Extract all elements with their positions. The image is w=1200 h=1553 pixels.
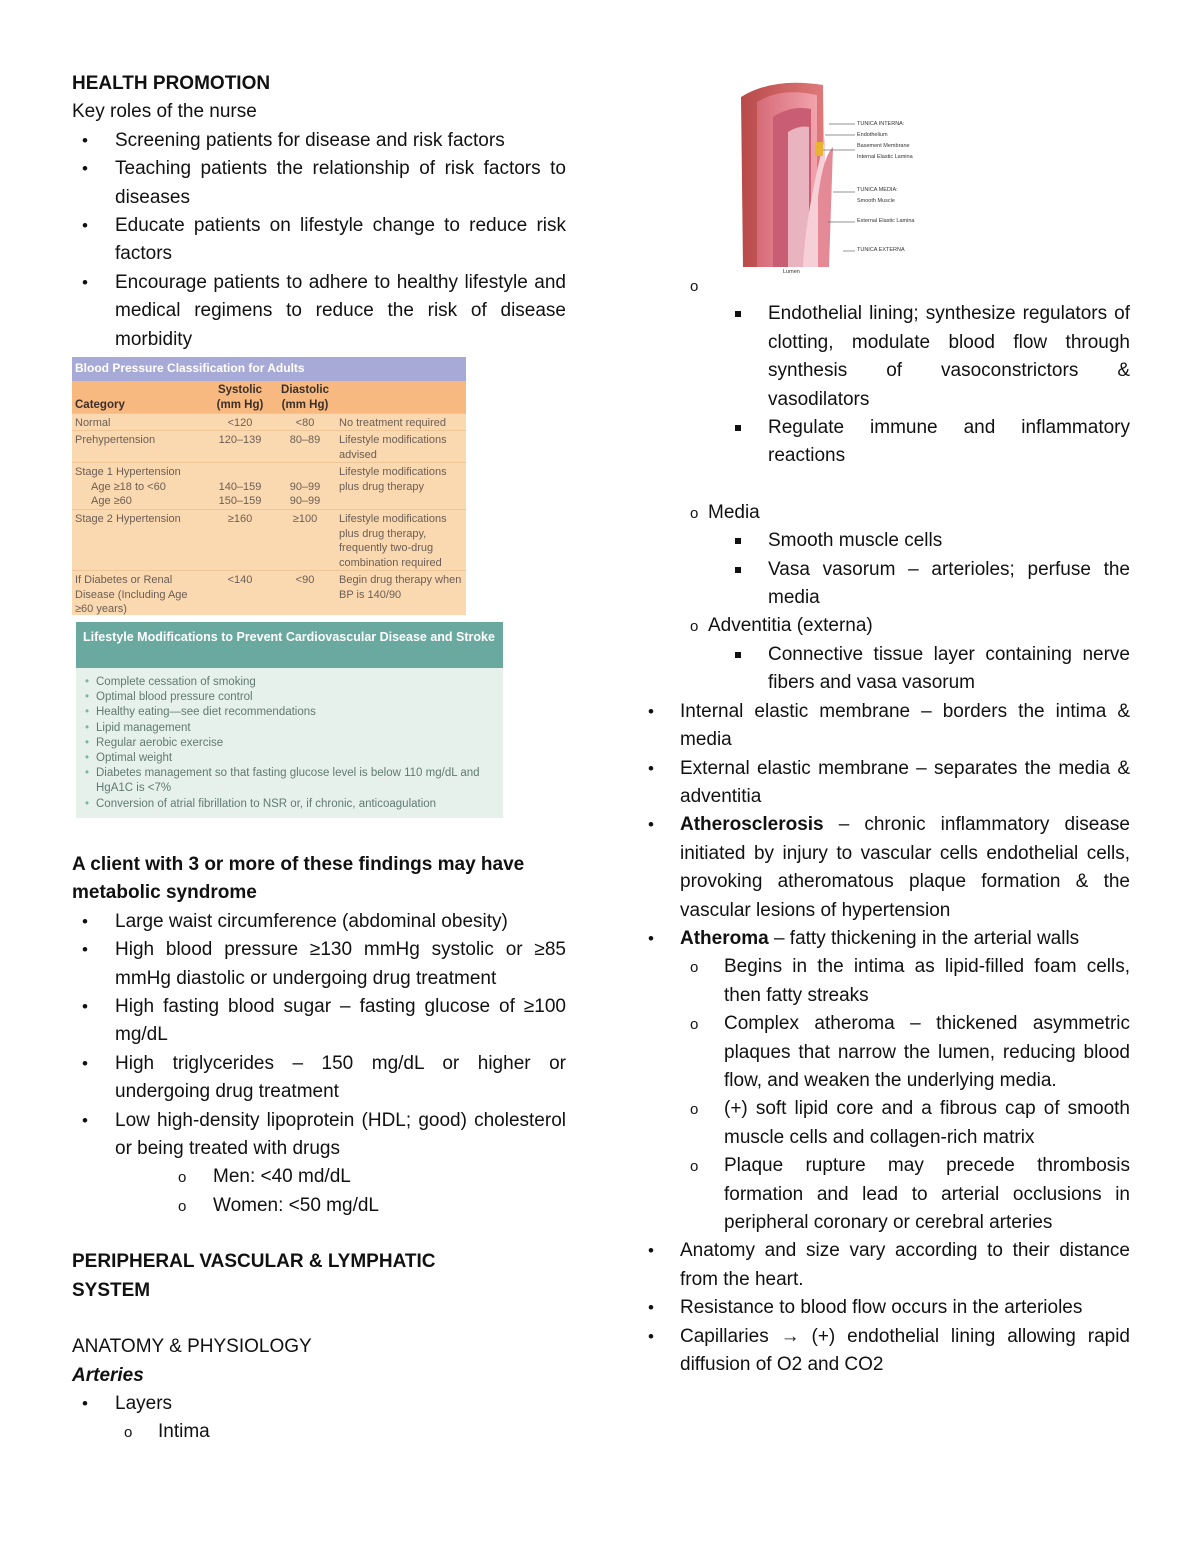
table-row: Stage 2 Hypertension ≥160 ≥100 Lifestyle modifications plus drug therapy, frequently two-drug combination required (72, 509, 466, 570)
list-item: • Optimal blood pressure control (96, 690, 503, 705)
tunica-media-label: TUNICA MEDIA: (857, 187, 898, 193)
eel-label: External Elastic Lamina (857, 218, 915, 224)
arteries-heading: Arteries (72, 1364, 144, 1386)
intima-list (72, 1418, 566, 1446)
list-item: • Diabetes management so that fasting glucose level is below 110 mg/dL and HgA1C is <7% (96, 766, 496, 796)
nurse-roles-list (72, 127, 566, 354)
hdl-sub-list (72, 1163, 566, 1220)
tunica-interna-label: TUNICA INTERNA: (857, 121, 905, 127)
list-item: Endothelial lining; synthesize regulators of clotting, modulate blood flow through synthesis of vasoconstrictors & vasodilators (680, 300, 1130, 414)
list-item: • External elastic membrane – separates the media & adventitia (680, 755, 1130, 812)
list-item: Regulate immune and inflammatory reactions (680, 414, 1130, 471)
list-item: • Screening patients for disease and risk factors (72, 127, 566, 155)
metabolic-list (72, 908, 566, 1164)
bp-classification-table (72, 357, 466, 615)
artery-facts-list (680, 698, 1130, 954)
list-item: • Regular aerobic exercise (96, 736, 503, 751)
left-column-top (72, 70, 566, 354)
list-item: • Optimal weight (96, 751, 503, 766)
intima-marker (680, 272, 1130, 300)
list-item: • Anatomy and size vary according to their distance from the heart. (680, 1237, 1130, 1294)
table-row: Normal <120 <80 No treatment required (72, 413, 466, 430)
bp-table-title: Blood Pressure Classification for Adults (72, 357, 466, 381)
artery-wall-illustration (733, 77, 928, 277)
list-item: • Low high-density lipoprotein (HDL; good) cholesterol or being treated with drugs (72, 1107, 566, 1164)
right-column (680, 272, 1130, 1379)
table-row: Stage 1 Hypertension Age ≥18 to <60 Age ≥60 140–159 150–159 90–99 90–99 Lifestyle modifications plus drug therapy (72, 462, 466, 509)
list-item: o Plaque rupture may precede thrombosis formation and lead to arterial occlusions in peripheral coronary or cerebral arteries (680, 1152, 1130, 1237)
list-item: o Begins in the intima as lipid-filled foam cells, then fatty streaks (680, 953, 1130, 1010)
list-item: • Capillaries → (+) endothelial lining allowing rapid diffusion of O2 and CO2 (680, 1323, 1130, 1380)
list-item: o Intima (72, 1418, 566, 1446)
list-item: • Healthy eating—see diet recommendations (96, 705, 503, 720)
list-item: • Large waist circumference (abdominal obesity) (72, 908, 566, 936)
list-item: • Resistance to blood flow occurs in the arterioles (680, 1294, 1130, 1322)
list-item: • Internal elastic membrane – borders the intima & media (680, 698, 1130, 755)
list-item: • Atherosclerosis – chronic inflammatory disease initiated by injury to vascular cells endothelial cells, provoking atheromatous plaque formation & the vascular lesions of hypertension (680, 811, 1130, 925)
col-header: Diastolic (mm Hg) (281, 384, 329, 411)
artery-facts-list-2 (680, 1237, 1130, 1379)
adventitia-label: o Adventitia (externa) (680, 612, 1130, 640)
atherosclerosis-term: Atherosclerosis (680, 814, 824, 836)
list-item: • High fasting blood sugar – fasting glucose of ≥100 mg/dL (72, 993, 566, 1050)
iel-label: Internal Elastic Lamina (857, 154, 913, 160)
list-item: • Encourage patients to adhere to healthy lifestyle and medical regimens to reduce the risk of disease morbidity (72, 269, 566, 354)
metabolic-heading: A client with 3 or more of these findings may have metabolic syndrome (72, 854, 525, 904)
layers-list (72, 1390, 566, 1418)
list-item: o Men: <40 md/dL (72, 1163, 566, 1191)
list-item: Smooth muscle cells (680, 527, 1130, 555)
smooth-muscle-label: Smooth Muscle (857, 198, 895, 204)
bp-table-header (72, 381, 466, 413)
endothelium-label: Endothelium (857, 132, 888, 138)
lumen-label: Lumen (783, 269, 800, 275)
anatomy-heading: ANATOMY & PHYSIOLOGY (72, 1336, 312, 1358)
lifestyle-modifications-box (76, 622, 503, 818)
list-item: • High blood pressure ≥130 mmHg systolic or ≥85 mmHg diastolic or undergoing drug treatment (72, 936, 566, 993)
tunica-externa-label: TUNICA EXTERNA (857, 247, 905, 253)
table-row: Prehypertension 120–139 80–89 Lifestyle modifications advised (72, 430, 466, 462)
list-item: • Educate patients on lifestyle change to reduce risk factors (72, 212, 566, 269)
list-item: • Layers (72, 1390, 566, 1418)
list-item: Connective tissue layer containing nerve fibers and vasa vasorum (680, 641, 1130, 698)
pvls-title: PERIPHERAL VASCULAR & LYMPHATIC SYSTEM (72, 1251, 436, 1301)
health-promotion-title: HEALTH PROMOTION (72, 73, 271, 94)
left-column-bottom (72, 851, 566, 1447)
atheroma-term: Atheroma (680, 927, 769, 949)
col-header: Category (75, 399, 125, 411)
lifestyle-list (76, 668, 503, 812)
list-item: • Complete cessation of smoking (96, 675, 503, 690)
list-item: • High triglycerides – 150 mg/dL or higher or undergoing drug treatment (72, 1050, 566, 1107)
list-item (680, 272, 1130, 300)
list-item: o Women: <50 mg/dL (72, 1192, 566, 1220)
media-label: o Media (680, 499, 1130, 527)
media-items (680, 527, 1130, 612)
key-roles-subtitle: Key roles of the nurse (72, 101, 257, 123)
col-header: Systolic (mm Hg) (216, 384, 264, 411)
list-item: o Complex atheroma – thickened asymmetric plaques that narrow the lumen, reducing blood flow, and weaken the underlying media. (680, 1010, 1130, 1095)
intima-items (680, 300, 1130, 470)
table-row: If Diabetes or Renal Disease (Including Age ≥60 years) <140 <90 Begin drug therapy when BP is 140/90 (72, 570, 466, 617)
list-item: o (+) soft lipid core and a fibrous cap of smooth muscle cells and collagen-rich matrix (680, 1095, 1130, 1152)
list-item: • Lipid management (96, 721, 503, 736)
atheroma-items (680, 953, 1130, 1237)
list-item: Vasa vasorum – arterioles; perfuse the media (680, 556, 1130, 613)
adventitia-items (680, 641, 1130, 698)
lifestyle-box-title: Lifestyle Modifications to Prevent Cardiovascular Disease and Stroke (76, 622, 503, 668)
list-item: • Conversion of atrial fibrillation to NSR or, if chronic, anticoagulation (96, 797, 503, 812)
list-item: • Atheroma – fatty thickening in the arterial walls (680, 925, 1130, 953)
basement-membrane-label: Basement Membrane (857, 143, 910, 149)
list-item: • Teaching patients the relationship of risk factors to diseases (72, 155, 566, 212)
